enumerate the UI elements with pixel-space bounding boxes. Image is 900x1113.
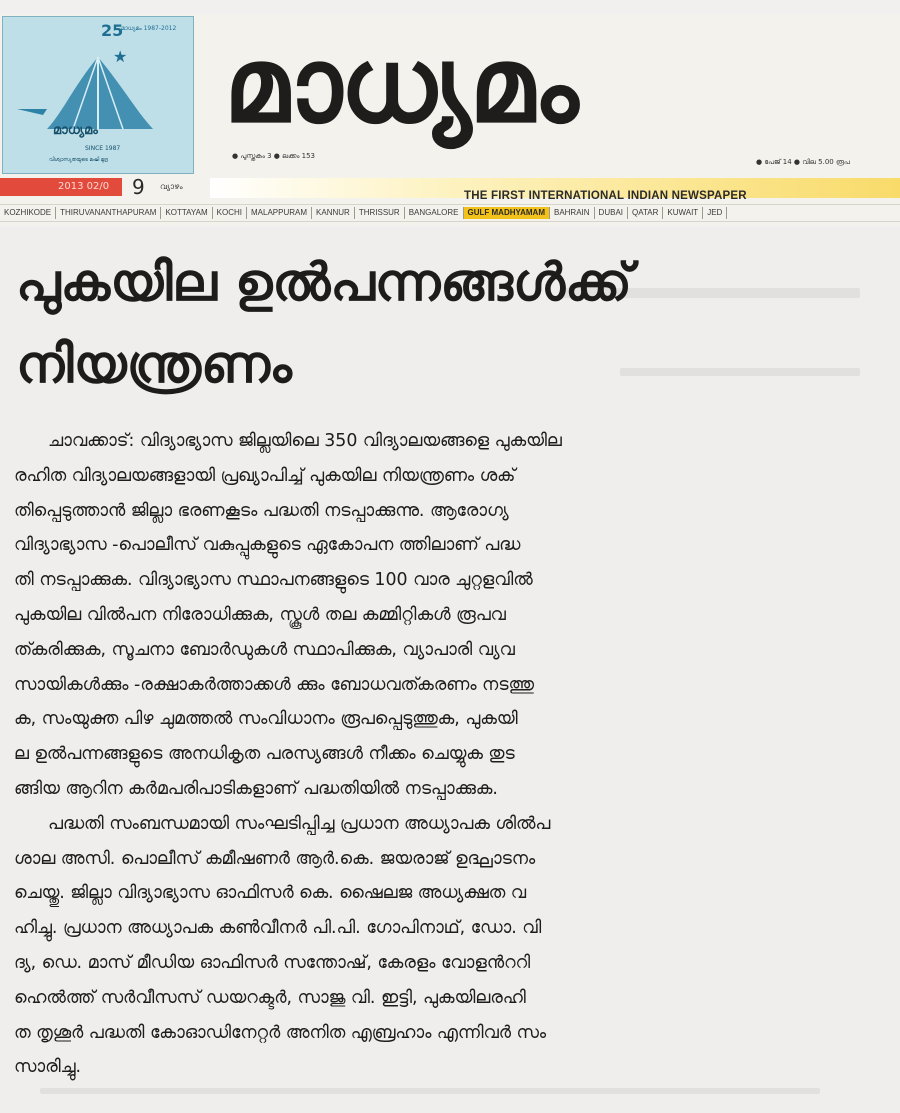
body-line: തിപ്പെടുത്താൻ ജില്ലാ ഭരണകൂടം പദ്ധതി നടപ്പാക്കുന്നു. ആരോഗ്യ <box>14 500 509 521</box>
newspaper-title: മാധ്യമം <box>224 24 577 146</box>
edition-label: THRISSUR <box>355 207 405 219</box>
anniversary-logo <box>2 16 194 174</box>
article-body <box>14 424 882 1085</box>
body-line: ഹെൽത്ത് സർവീസസ് ഡയറക്ടർ, സാജു വി. ഇട്ടി, പുകയിലരഹി <box>14 987 526 1008</box>
logo-name: മാധ്യമം <box>53 123 98 138</box>
logo-tagline: വിശ്വാസ്യതയുടെ മഷി മുദ്ര <box>49 157 108 163</box>
edition-label: THIRUVANANTHAPURAM <box>56 207 161 219</box>
body-line: പുകയില വിൽപന നിരോധിക്കുക, സ്കൂൾ തല കമ്മിറ്റികൾ രൂപവ <box>14 604 506 625</box>
edition-label: KUWAIT <box>663 207 703 219</box>
body-line: ചെയ്തു. ജില്ലാ വിദ്യാഭ്യാസ ഓഫിസർ കെ. ഷൈലജ അധ്യക്ഷത വ <box>14 883 527 904</box>
body-line: ത തൃശൂർ പദ്ധതി കോഓഡിനേറ്റർ അനിത എബ്രഹാം എന്നിവർ സം <box>14 1022 547 1043</box>
body-line: ത്കരിക്കുക, സൂചനാ ബോർഡുകൾ സ്ഥാപിക്കുക, വ്യാപാരി വ്യവ <box>14 639 515 660</box>
star-icon: ★ <box>113 47 128 66</box>
article <box>0 228 900 1113</box>
body-line: ചാവക്കാട്: വിദ്യാഭ്യാസ ജില്ലയിലെ 350 വിദ്യാലയങ്ങളെ പുകയില <box>48 431 562 451</box>
edition-label: MALAPPURAM <box>247 207 312 219</box>
show-through-ink <box>40 1088 820 1094</box>
newspaper-tagline: THE FIRST INTERNATIONAL INDIAN NEWSPAPER <box>464 190 747 202</box>
body-line: ദ്യ, ഡെ. മാസ് മീഡിയ ഓഫിസർ സന്തോഷ്, കേരളം വോളൻററി <box>14 952 531 973</box>
edition-label: DUBAI <box>595 207 628 219</box>
anniversary-number: 25 <box>101 21 124 40</box>
body-line: പദ്ധതി സംബന്ധമായി സംഘടിപ്പിച്ച പ്രധാന അധ്യാപക ശിൽപ <box>48 813 551 834</box>
body-line: സാരിച്ചു. <box>14 1057 82 1078</box>
edition-label: GULF MADHYAMAM <box>464 207 550 219</box>
anniversary-subtitle: മാധ്യമം 1987-2012 <box>121 25 177 32</box>
body-line: രഹിത വിദ്യാലയങ്ങളായി പ്രഖ്യാപിച്ച് പുകയില നിയന്ത്രണം ശക് <box>14 465 516 486</box>
body-line: ക, സംയുക്ത പിഴ ചുമത്തൽ സംവിധാനം രൂപപ്പെടുത്തുക, പുകയി <box>14 709 518 730</box>
body-line: ശാല അസി. പൊലീസ് കമീഷണർ ആർ.കെ. ജയരാജ് ഉദ്ഘാടനം <box>14 848 536 869</box>
article-headline <box>16 242 886 406</box>
date-band <box>0 175 900 200</box>
edition-label: BAHRAIN <box>550 207 595 219</box>
date-label: 2013 02/0 <box>0 178 122 196</box>
date-day: 9 <box>132 175 145 199</box>
body-line: ങ്ങിയ ആറിന കർമപരിപാടികളാണ് പദ്ധതിയിൽ നടപ്പാക്കുക. <box>14 778 498 799</box>
body-line: വിദ്യാഭ്യാസ -പൊലീസ് വകുപ്പുകളുടെ ഏകോപന ത്തിലാണ് പദ്ധ <box>14 535 521 556</box>
editions-strip <box>0 204 900 222</box>
date-weekday: വ്യാഴം <box>160 182 183 191</box>
edition-label: JED <box>703 207 727 219</box>
body-line: തി നടപ്പാക്കുക. വിദ്യാഭ്യാസ സ്ഥാപനങ്ങളുടെ 100 വാര ചുറ്റളവിൽ <box>14 570 533 591</box>
edition-label: KANNUR <box>312 207 355 219</box>
edition-label: QATAR <box>628 207 663 219</box>
headline-line: പുകയില ഉൽപന്നങ്ങൾക്ക് <box>16 253 632 313</box>
headline-line: നിയന്ത്രണം <box>16 335 292 395</box>
issue-info: ● പുസ്തകം 3 ● ലക്കം 153 <box>232 152 316 160</box>
edition-label: BANGALORE <box>405 207 464 219</box>
masthead <box>0 14 900 226</box>
body-line: സായികൾക്കും -രക്ഷാകർത്താക്കൾ ക്കും ബോധവത്കരണം നടത്തു <box>14 674 534 695</box>
body-line: ഹിച്ചു. പ്രധാന അധ്യാപക കൺവീനർ പി.പി. ഗോപിനാഥ്, ഡോ. വി <box>14 918 542 939</box>
logo-since: SINCE 1987 <box>85 145 121 152</box>
edition-label: KOTTAYAM <box>161 207 212 219</box>
edition-label: KOCHI <box>213 207 247 219</box>
edition-label: KOZHIKODE <box>0 207 56 219</box>
price-info: ● പേജ് 14 ● വില 5.00 രൂപ <box>756 158 850 166</box>
body-line: ല ഉൽപന്നങ്ങളുടെ അനധികൃത പരസ്യങ്ങൾ നീക്കം ചെയ്യുക തുട <box>14 744 515 765</box>
